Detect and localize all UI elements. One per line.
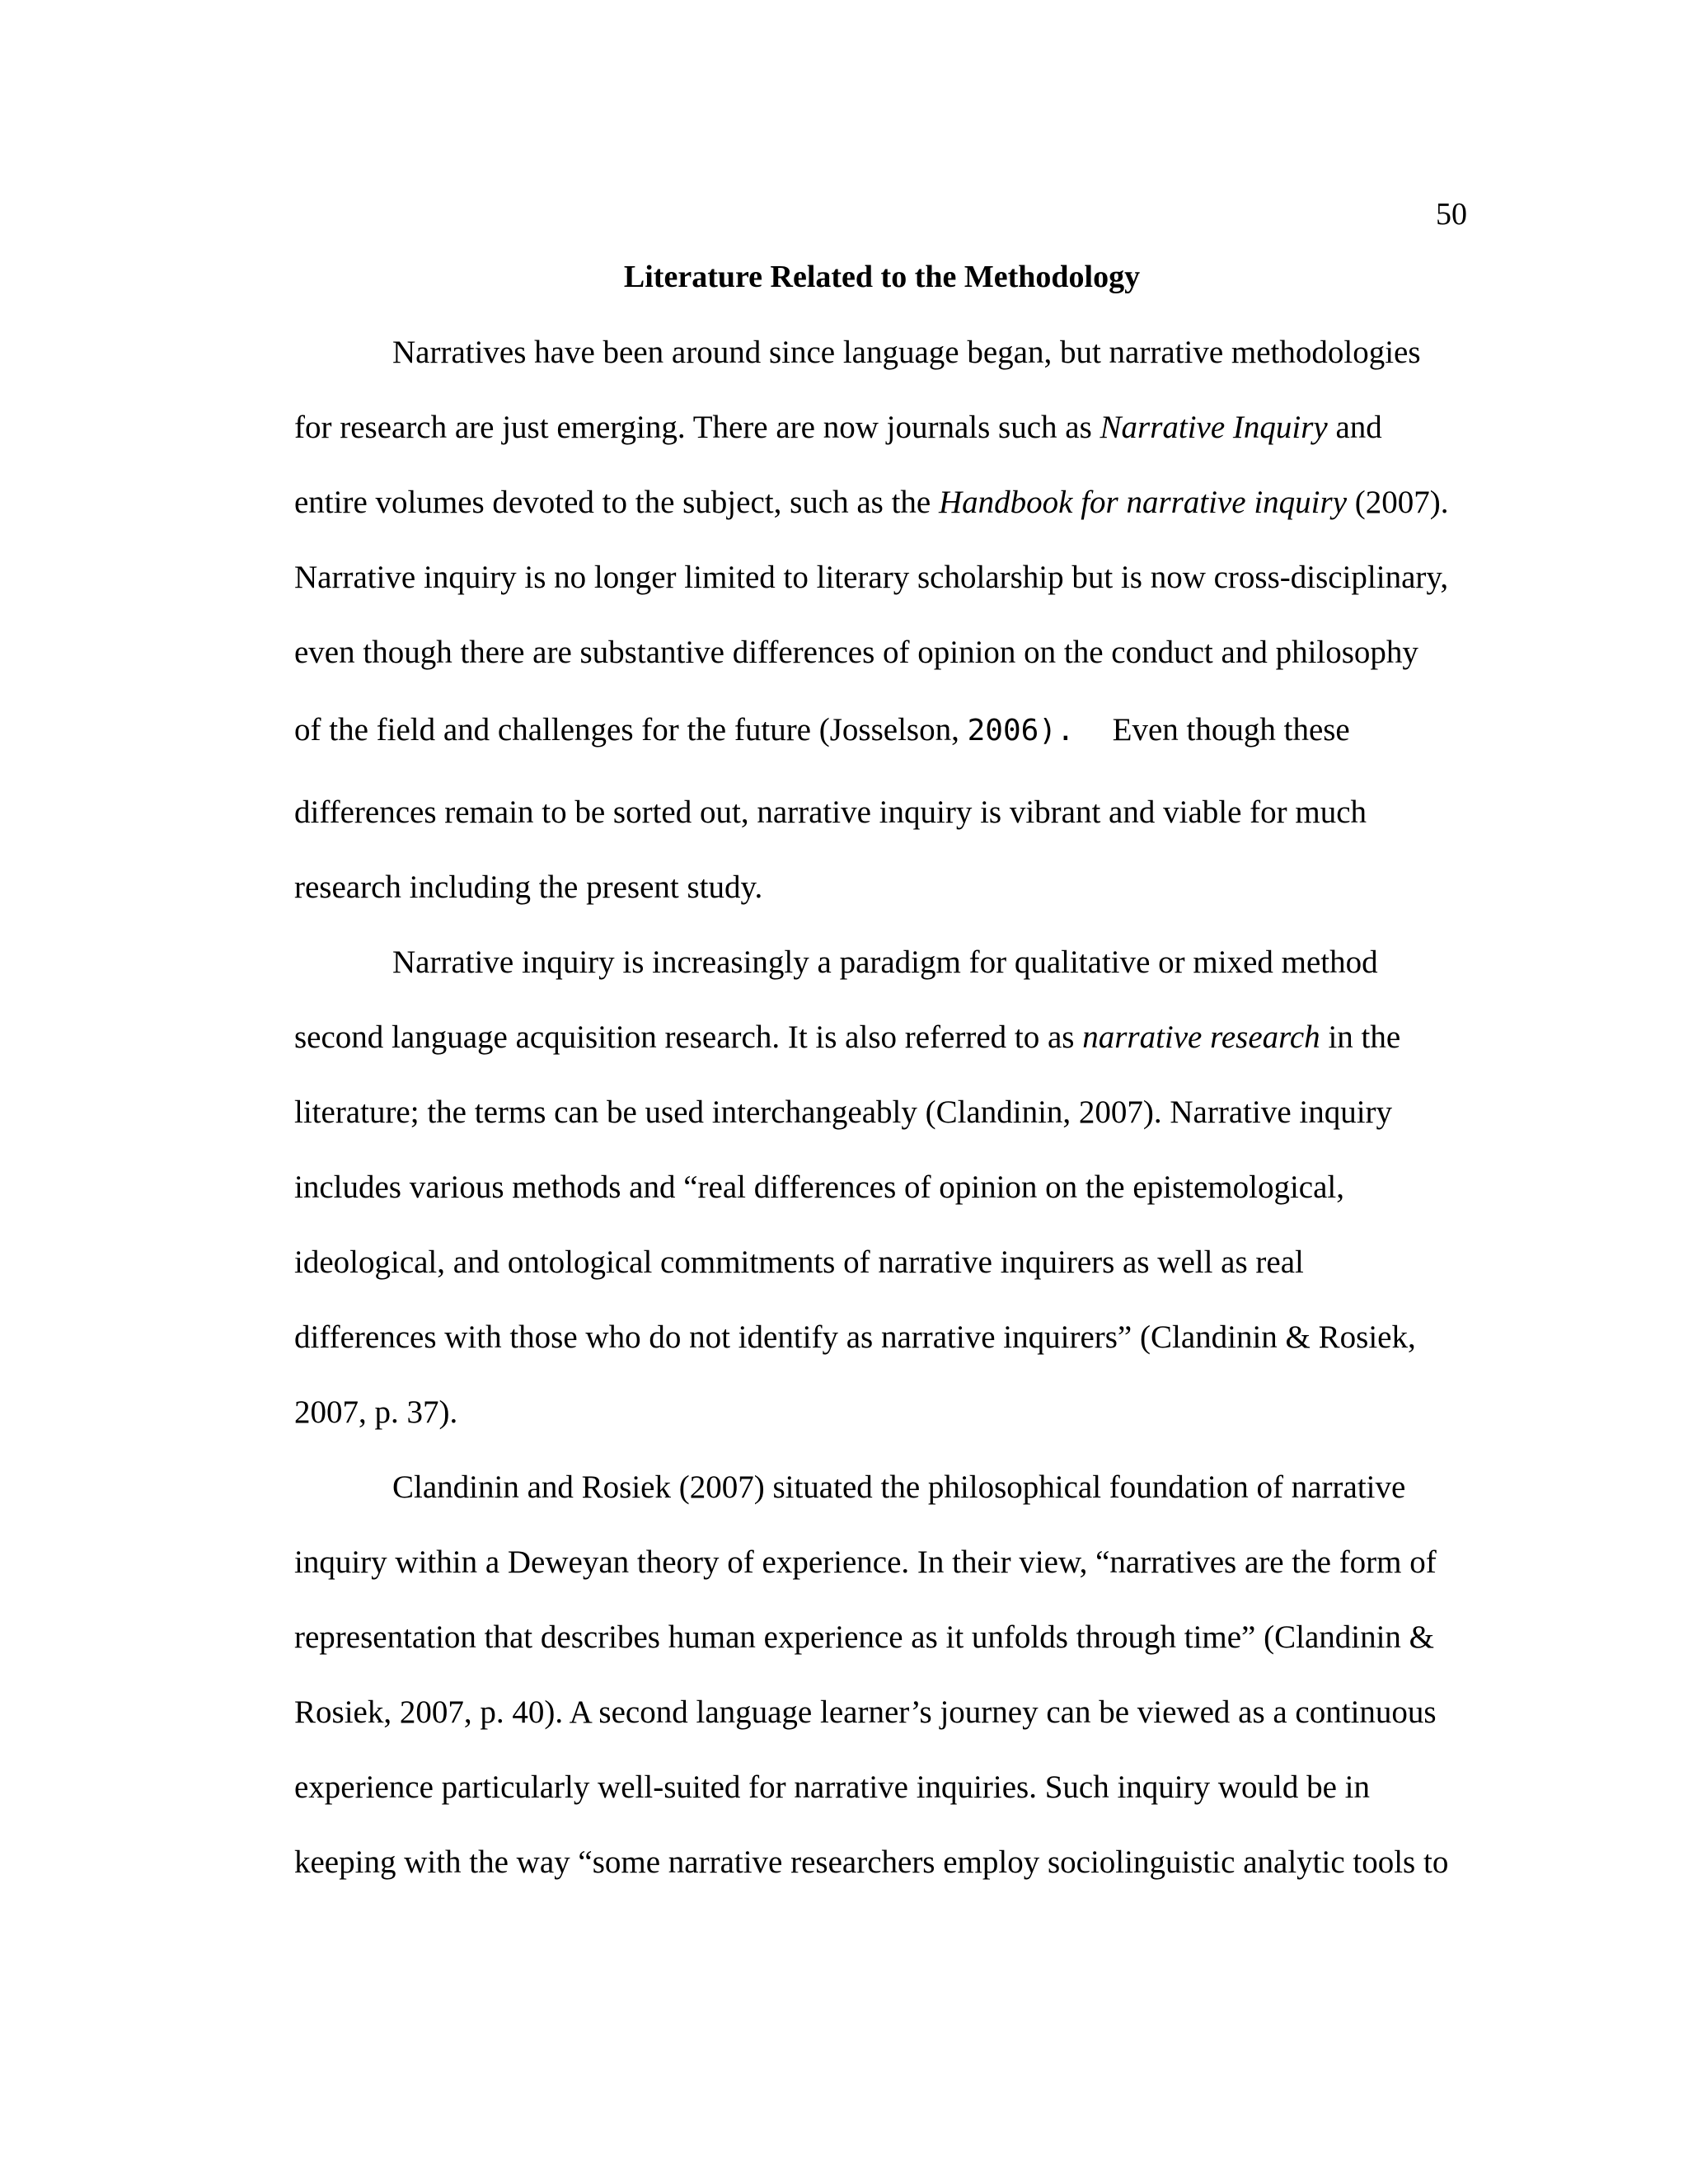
paragraph-1-line-6 [294,710,1350,751]
paragraph-2-line-7: 2007, p. 37). [294,1394,458,1430]
paragraph-3-line-2: inquiry within a Deweyan theory of experience. In their view, “narratives are the form of [294,1544,1437,1580]
text-run: of the field and challenges for the future (Josselson, [294,712,968,748]
page-number: 50 [1436,197,1467,232]
section-heading: Literature Related to the Methodology [623,260,1141,294]
paragraph-2-line-3: literature; the terms can be used interchangeably (Clandinin, 2007). Narrative inquiry [294,1094,1393,1130]
text-run: in the [1320,1019,1401,1055]
text-run: entire volumes devoted to the subject, such as the [294,485,939,520]
paragraph-2-line-6: differences with those who do not identify as narrative inquirers” (Clandinin & Rosiek, [294,1319,1416,1355]
paragraph-1-line-8: research including the present study. [294,869,763,905]
paragraph-2-line-5: ideological, and ontological commitments of narrative inquirers as well as real [294,1244,1304,1280]
text-run: and [1327,410,1382,445]
paragraph-1-line-2 [294,408,1382,448]
paragraph-3-line-5: experience particularly well-suited for narrative inquiries. Such inquiry would be in [294,1769,1370,1805]
paragraph-1-line-3 [294,483,1449,523]
text-run: Even though these [1112,712,1350,748]
text-run: (2007). [1347,485,1449,520]
paragraph-3-line-6: keeping with the way “some narrative researchers employ sociolinguistic analytic tools to [294,1844,1449,1880]
paragraph-1-line-7: differences remain to be sorted out, narrative inquiry is vibrant and viable for much [294,794,1367,830]
paragraph-3-line-3: representation that describes human experience as it unfolds through time” (Clandinin & [294,1619,1435,1655]
journal-title: Narrative Inquiry [1100,410,1328,445]
book-title: Handbook for narrative inquiry [938,485,1348,520]
italic-term: narrative research [1082,1019,1320,1055]
paragraph-3-line-1: Clandinin and Rosiek (2007) situated the philosophical foundation of narrative [392,1469,1406,1505]
paragraph-1-line-1: Narratives have been around since language began, but narrative methodologies [392,335,1421,370]
paragraph-3-line-4: Rosiek, 2007, p. 40). A second language learner’s journey can be viewed as a continuous [294,1694,1437,1730]
paragraph-2-line-4: includes various methods and “real differences of opinion on the epistemological, [294,1169,1344,1205]
citation-year: 2006). [967,714,1075,748]
paragraph-1-line-5: even though there are substantive differences of opinion on the conduct and philosophy [294,635,1418,670]
paragraph-2-line-1: Narrative inquiry is increasingly a paradigm for qualitative or mixed method [392,944,1378,980]
text-run: for research are just emerging. There are now journals such as [294,410,1100,445]
text-run: second language acquisition research. It is also referred to as [294,1019,1083,1055]
paragraph-1-line-4: Narrative inquiry is no longer limited to literary scholarship but is now cross-disciplinary, [294,560,1449,595]
paragraph-2-line-2 [294,1018,1400,1057]
